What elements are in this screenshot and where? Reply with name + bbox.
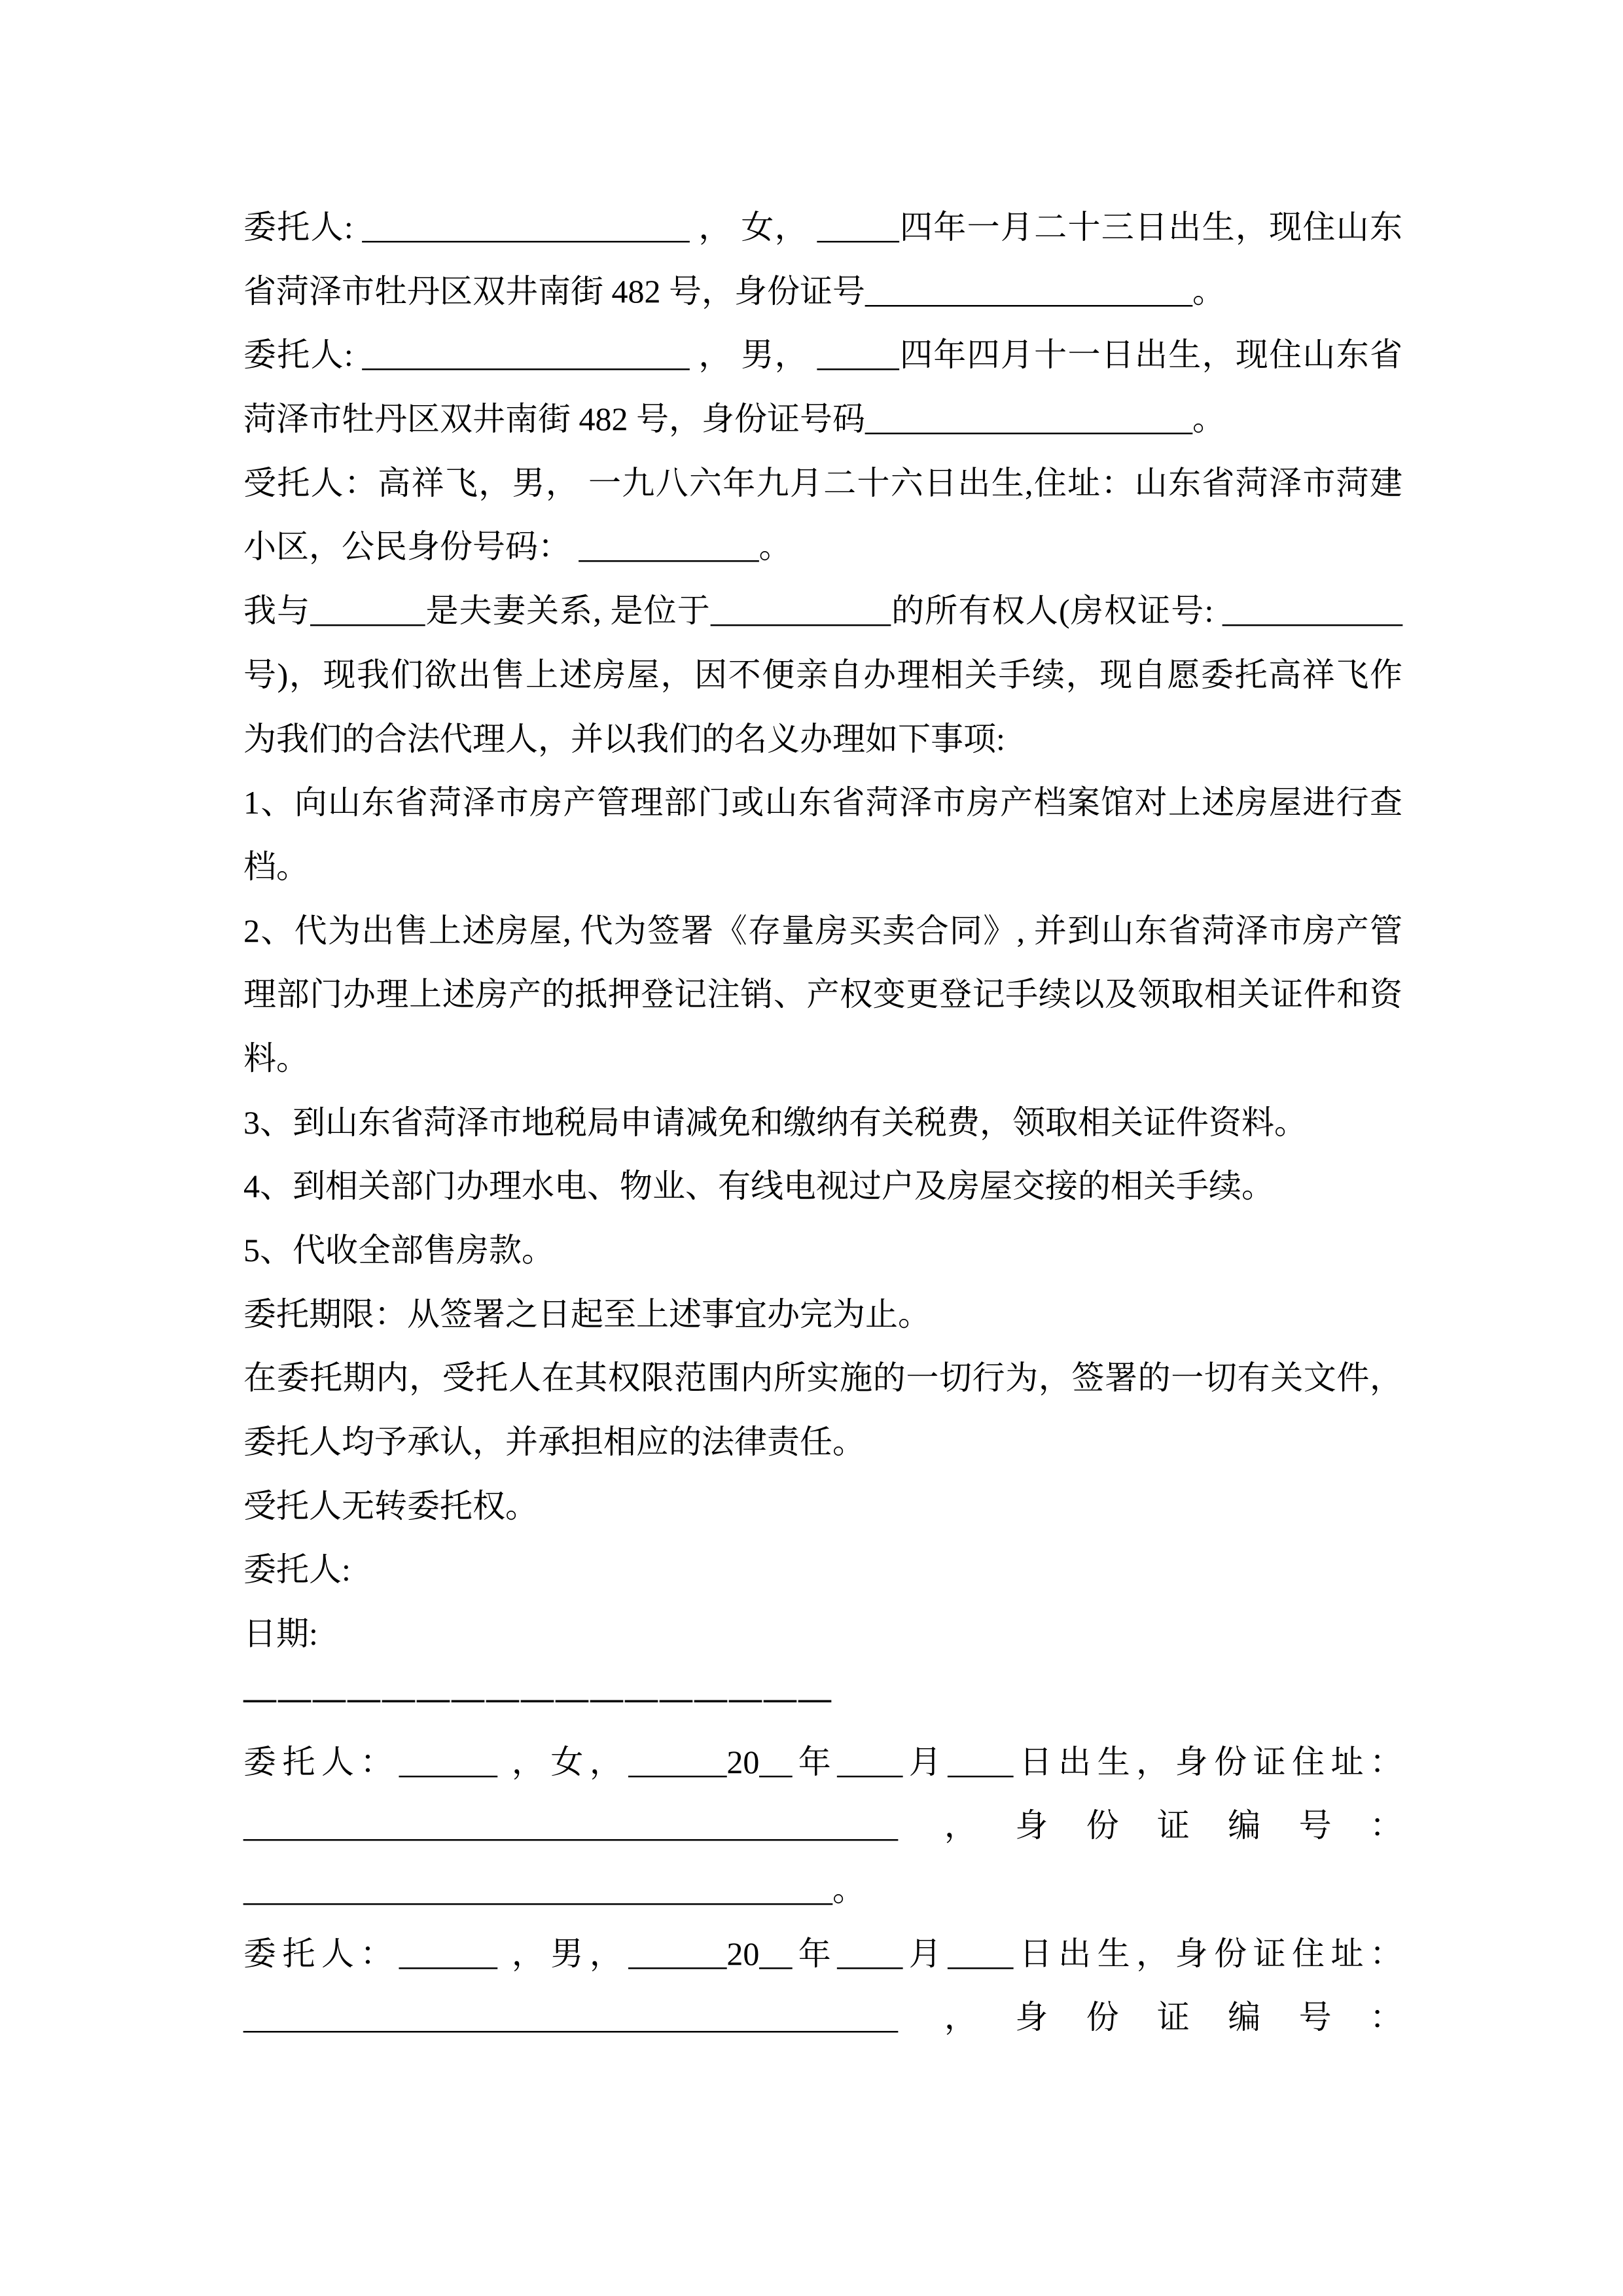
form2-male-id-line: ________________________________________ ，身份证编号： (243, 1999, 1402, 2036)
item-2-end-line: 料。 (243, 1039, 309, 1077)
item-4-line: 4、到相关部门办理水电、物业、有线电视过户及房屋交接的相关手续。 (243, 1168, 1274, 1205)
term-line: 委托期限：从签署之日起至上述事宜办完为止。 (243, 1295, 931, 1333)
trustee-line: 受托人：高祥飞，男， 一九八六年九月二十六日出生,住址：山东省菏泽市菏建 (243, 464, 1402, 501)
ownership-line: 我与_______是夫妻关系, 是位于___________的所有权人(房权证号: ___________ (243, 592, 1402, 630)
form2-female-id-line: ________________________________________ ，身份证编号： (243, 1807, 1402, 1844)
form2-principal-female-line: 委托人：______ ，女，______20__年____月____日出生，身份证住址： (243, 1743, 1402, 1780)
principal-female-line: 委托人: ____________________ ， 女， _____四年一月二十三日出生，现住山东 (243, 209, 1402, 245)
sale-intent-line: 号)，现我们欲出售上述房屋，因不便亲自办理相关手续，现自愿委托高祥飞作 (243, 656, 1402, 693)
liability-line: 在委托期内，受托人在其权限范围内所实施的一切行为，签署的一切有关文件， (243, 1359, 1402, 1397)
item-5-line: 5、代收全部售房款。 (243, 1232, 554, 1268)
trustee-id-line: 小区，公民身份号码： ___________。 (243, 528, 792, 565)
liability-end-line: 委托人均予承认，并承担相应的法律责任。 (243, 1424, 865, 1461)
document-body (243, 196, 1402, 2050)
principal-male-address: 菏泽市牡丹区双井南街 482 号，身份证号码____________________。 (243, 401, 1225, 438)
date-label-line: 日期: (243, 1615, 318, 1653)
separator-dashes: ————————————————— (243, 1679, 833, 1716)
principal-female-address: 省菏泽市牡丹区双井南街 482 号，身份证号____________________。 (243, 272, 1225, 310)
no-subdelegation-line: 受托人无转委托权。 (243, 1487, 538, 1524)
item-1-end-line: 档。 (243, 848, 309, 885)
form2-principal-male-line: 委托人：______ ，男，______20__年____月____日出生，身份证住址： (243, 1935, 1402, 1972)
agency-intro-line: 为我们的合法代理人，并以我们的名义办理如下事项: (243, 720, 1005, 757)
item-3-line: 3、到山东省菏泽市地税局申请减免和缴纳有关税费，领取相关证件资料。 (243, 1103, 1307, 1141)
form2-female-id-end-line: ____________________________________。 (243, 1871, 865, 1908)
principal-male-line: 委托人: ____________________ ， 男， _____四年四月十一日出生，现住山东省 (243, 336, 1402, 374)
item-2-line: 2、代为出售上述房屋, 代为签署《存量房买卖合同》, 并到山东省菏泽市房产管 (243, 912, 1402, 949)
item-2-cont-line: 理部门办理上述房产的抵押登记注销、产权变更登记手续以及领取相关证件和资 (243, 976, 1402, 1013)
item-1-line: 1、向山东省菏泽市房产管理部门或山东省菏泽市房产档案馆对上述房屋进行查 (243, 784, 1402, 821)
signature-label-line: 委托人: (243, 1551, 351, 1588)
